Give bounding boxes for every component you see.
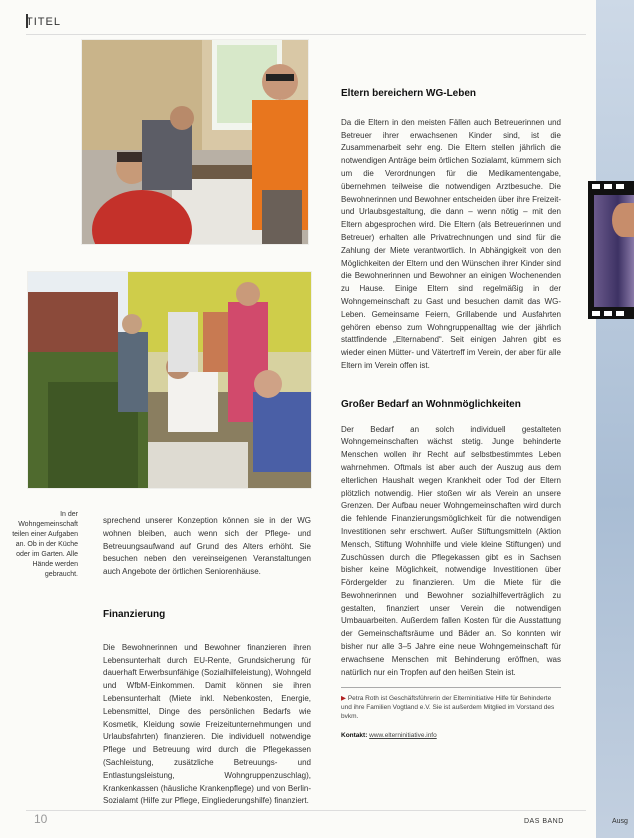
heading-bedarf: Großer Bedarf an Wohnmöglichkeiten xyxy=(341,398,521,410)
next-page-footer: Ausg xyxy=(612,818,628,825)
next-page-strip xyxy=(596,0,634,838)
filmstrip-image xyxy=(588,181,634,319)
bedarf-paragraph: Der Bedarf an solch individuell gestalteten Wohngemeinschaften wächst stetig. Junge behinderte Menschen wollen ihr Recht auf selbstbestimmtes Leben wahrnehmen. Oftmals ist aber auch der Auszug aus dem elterlichen Haushalt wegen Krankheit oder Tod der Eltern plötzlich notwendig. Hier stoßen wir als Verein an unsere Grenzen. Der Aufbau neuer Wohngemeinschaften wird durch die fehlende Finanzierungsmöglichkeit für die notwendigen Investitionen sehr erschwert. Außer Stiftungsmitteln (Aktion Mensch, Stiftung Wohnhilfe und viele kleine Stiftungen) und Zuschüssen durch die Pflegekassen gibt es in Sachsen bisher keine Möglichkeit, notwendige Investitionen über Fördergelder zu finanzieren. Um die Miete für die Bewohnerinnen und Bewohner sozialhilfeverträglich zu gestalten, finanziert unser Verein die notwendigen Umbauarbeiten. Außerdem fallen Kosten für die Ausstattung der Gemeinschaftsräume und Bäder an. So konnten wir bisher nur alle 3–5 Jahre eine neue Wohngemeinschaft für erwachsene Menschen mit Behinderung eröffnen, was natürlich nur ein Tropfen auf den heißen Stein ist. xyxy=(341,424,561,677)
column-2 xyxy=(341,88,561,740)
heading-finanzierung: Finanzierung xyxy=(103,608,166,620)
column-1 xyxy=(103,515,311,808)
author-separator xyxy=(341,687,561,688)
magazine-name: DAS BAND xyxy=(524,818,564,825)
photo-caption: In der Wohngemeinschaft teilen einer Aufgaben an. Ob in der Küche oder im Garten. Alle Hände werden gebraucht. xyxy=(12,511,78,578)
contact-label: Kontakt: xyxy=(341,732,368,740)
bottom-rule xyxy=(26,810,586,811)
author-text: Petra Roth ist Geschäftsführerin der Elterninitiative Hilfe für Behinderte und ihre Familien Vogtland e.V. Sie ist außerdem Mitglied im Vorstand des bvkm. xyxy=(341,695,555,721)
contact-link[interactable]: www.elterninitiative.info xyxy=(369,732,437,740)
author-marker: ▶ xyxy=(341,695,346,703)
finanzierung-paragraph: Die Bewohnerinnen und Bewohner finanzieren ihren Lebensunterhalt durch EU-Rente, Grundsicherung für dauerhaft Erwerbsunfähige (Sozialhilfeleistung), Wohngeld und WfbM-Einkommen. Damit können sie ihren Lebensunterhalt (Miete inkl. Nebenkosten, Energie, Lebensmittel, Dinge des persönlichen Bedarfs wie Kosmetik, Kleidung sowie Freizeitunternehmungen und Urlaubsfahrten) finanzieren. Die individuell notwendige Pflege und Betreuung wird durch die Pflegekassen (Sachleistung, zusätzliche Betreuungs- und Entlastungsleistung, Wohngruppenzuschlag), Krankenkassen (häusliche Krankenpflege) und von Berlin-Sozialamt (Hilfe zur Pflege, Eingliederungshilfe) finanziert. xyxy=(103,642,311,806)
heading-eltern: Eltern bereichern WG-Leben xyxy=(341,88,477,99)
intro-paragraph: sprechend unserer Konzeption können sie in der WG wohnen bleiben, auch wenn sich der Pflege- und Betreuungsaufwand auf Grund des Alters erhöht. Sie besuchen neben den vereinseigenen Veranstaltungen auch Angebote der örtlichen Seniorenhäuse. xyxy=(103,516,311,577)
eltern-paragraph: Da die Eltern in den meisten Fällen auch Betreuerinnen und Betreuer ihrer erwachsenen Kinder sind, ist die Zusammenarbeit sehr eng. Die Eltern stellen jährlich die notwendigen Anträge beim örtlichen Sozialamt, kümmern sich um die Verordnungen für die Medikamentengabe, übernehmen teilweise die notwendigen Arztbesuche. Die Bewohnerinnen und Bewohner entscheiden über ihre Freizeit- und Urlaubsgestaltung, die dann – wenn nötig – mit den Eltern abgesprochen wird. Die Eltern (als Betreuerinnen und Betreuer) erhalten alle Privatrechnungen und sind für die Zahlung der Miete verantwortlich. In Abhängigkeit von den Möglichkeiten der Eltern und den Wünschen ihrer Kinder sind die Bewohnerinnen und Bewohner an einigen Wochenenden zu Hause. Einige Eltern sind regelmäßig in der Wohngemeinschaft zu Gast und besuchen damit das WG-Leben. Gemeinsame Feiern, Grillabende und Ausfahrten gehören ebenso zum Wohngruppenalltag wie der jährlich stattfindende „Elternabend“. Seit einigen Jahren gibt es wieder einen Mütter- und Vätertreff im Verein, der aber für alle Eltern im Verein offen ist. xyxy=(341,117,561,370)
page-number: 10 xyxy=(34,812,48,826)
photo-kitchen xyxy=(82,40,308,244)
photo-garden xyxy=(28,272,311,488)
author-note xyxy=(341,694,561,721)
section-label: TITEL xyxy=(26,16,61,28)
top-rule xyxy=(26,34,586,35)
contact-line xyxy=(341,731,561,740)
